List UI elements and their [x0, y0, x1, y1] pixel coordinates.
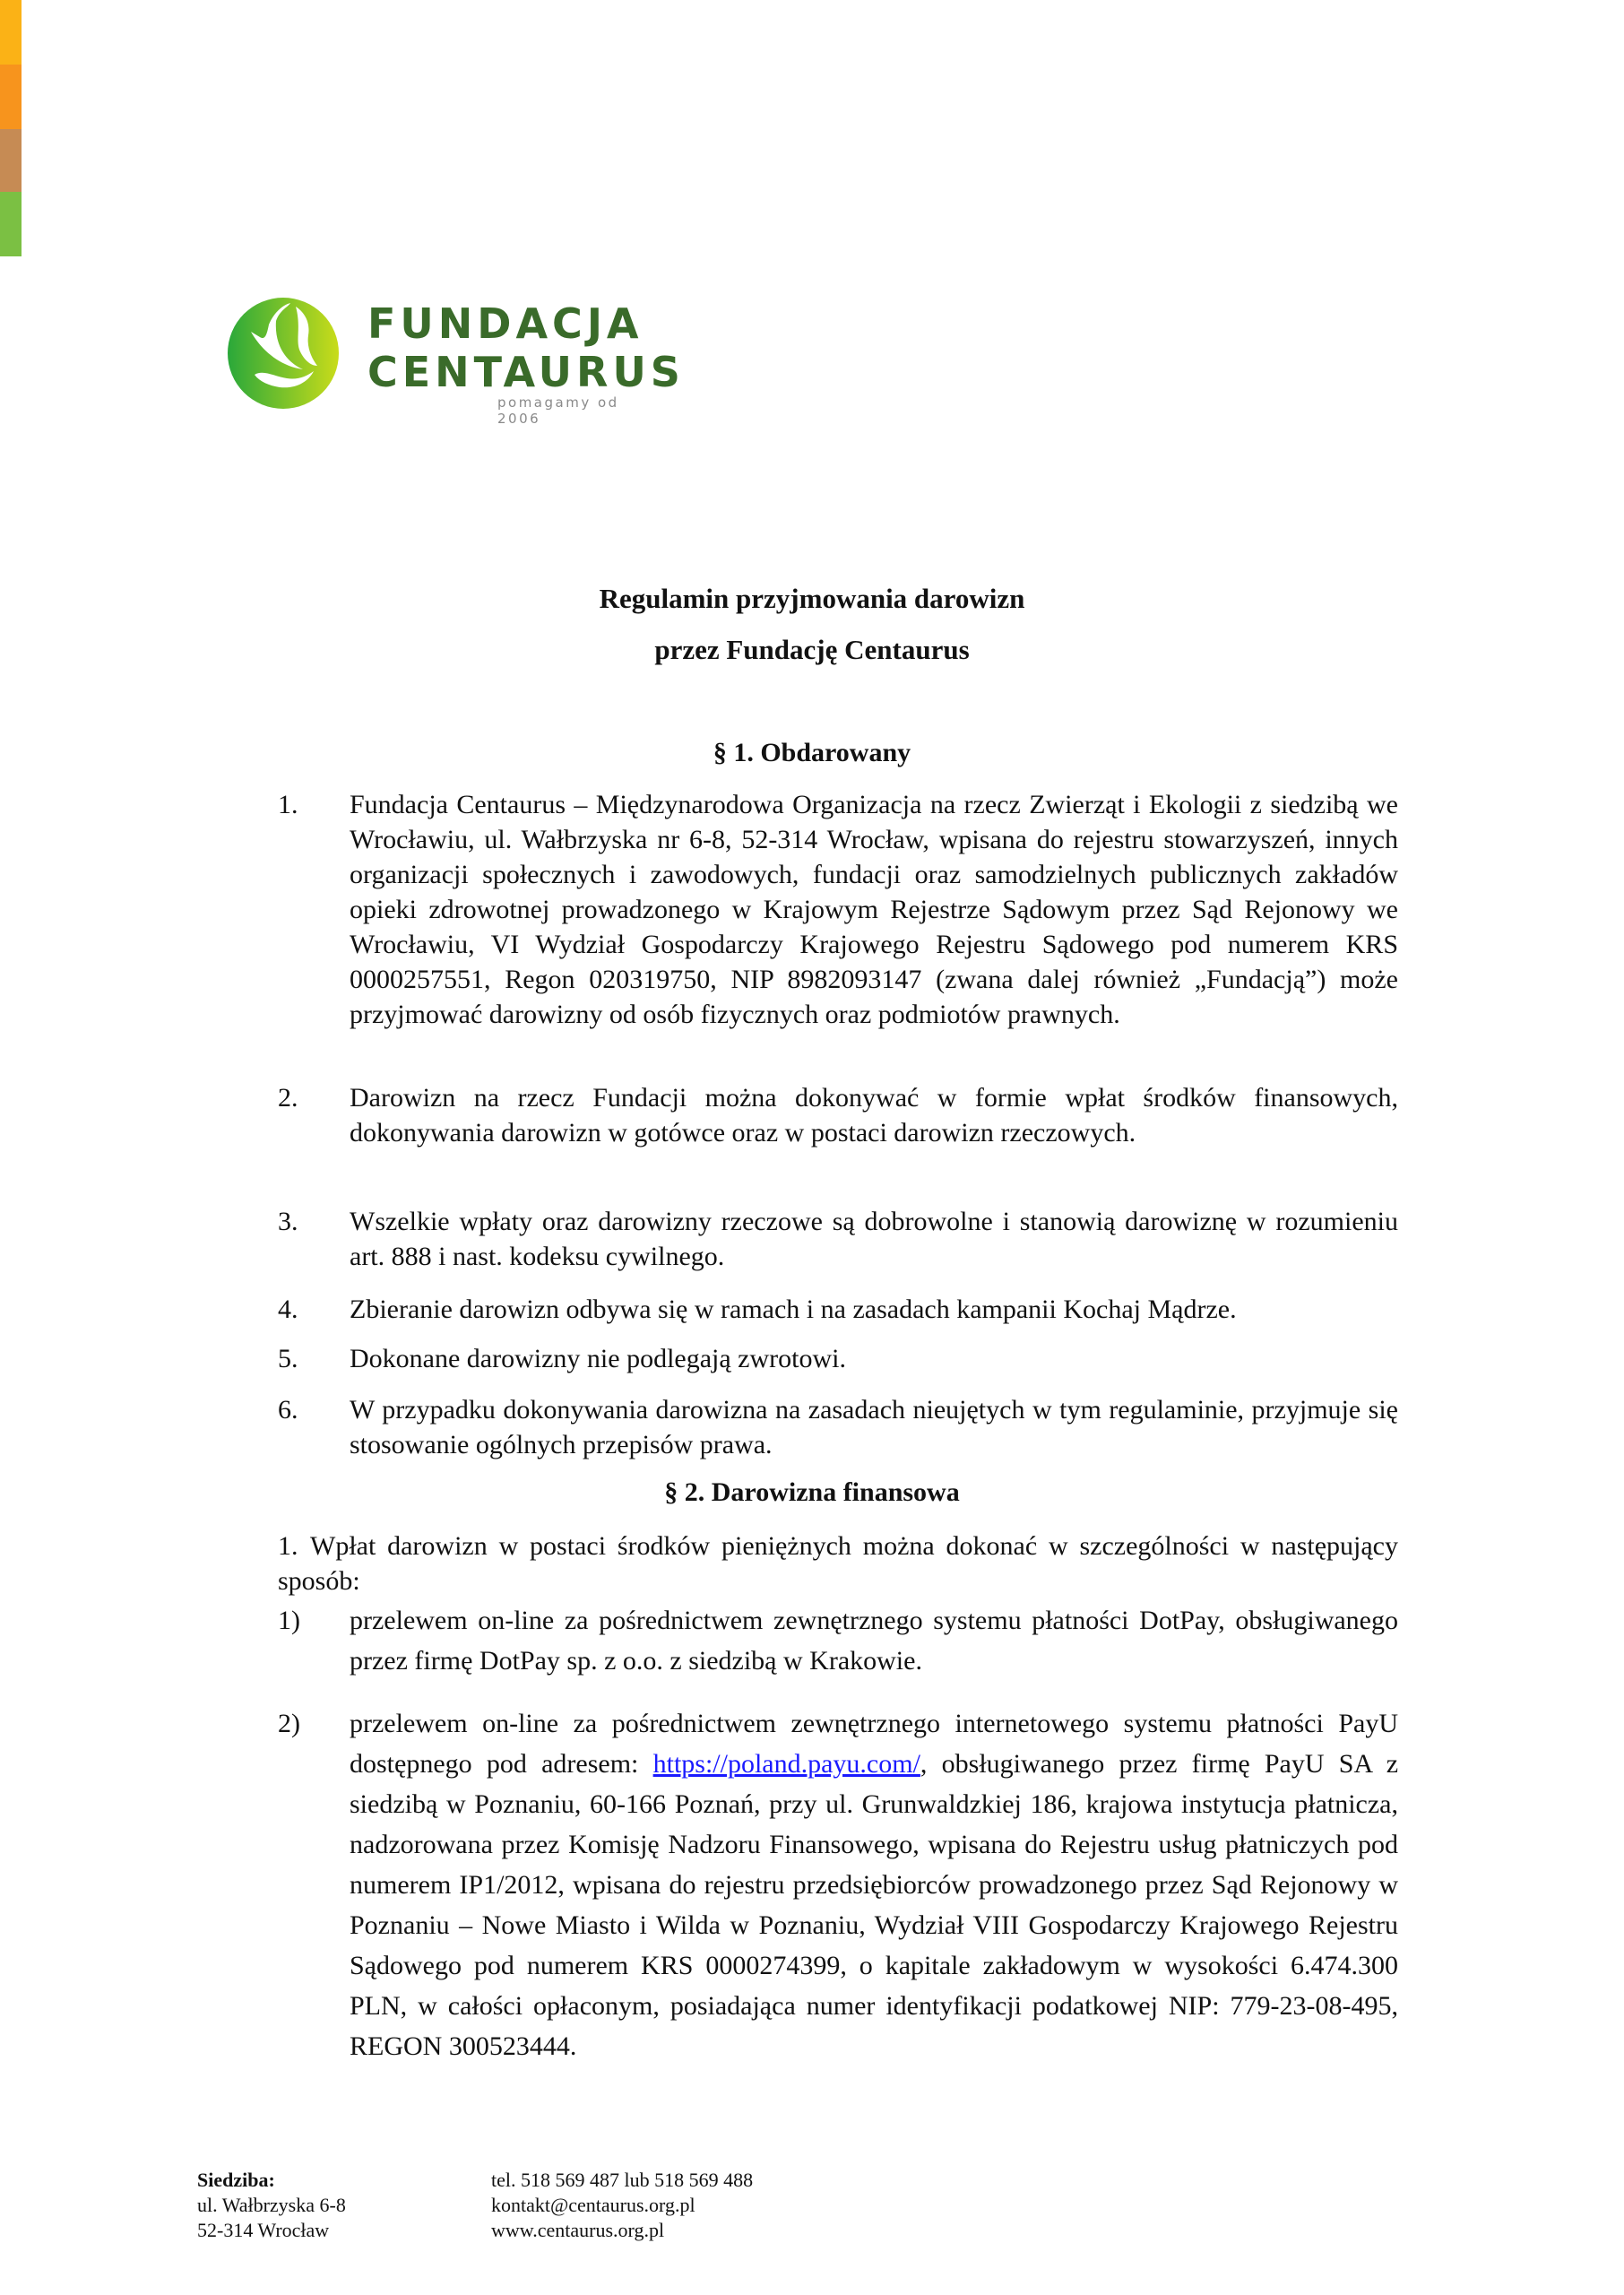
foundation-logo	[224, 294, 685, 427]
document-title: Regulamin przyjmowania darowizn	[599, 583, 1025, 614]
footer-website[interactable]: www.centaurus.org.pl	[491, 2219, 665, 2241]
item-number: 1.	[278, 790, 298, 819]
item-number: 2.	[278, 1083, 298, 1113]
list-item	[278, 1392, 1398, 1462]
item-number: 3.	[278, 1207, 298, 1236]
item-number: 1.	[278, 1531, 298, 1561]
logo-tagline: pomagamy od 2006	[497, 394, 619, 427]
list-item	[278, 1341, 1398, 1376]
list-item	[278, 1080, 1398, 1150]
item-text: Wpłat darowizn w postaci środków pieniężnych można dokonać w szczególności w następujący sposób:	[278, 1531, 1398, 1596]
item-text: W przypadku dokonywania darowizna na zasadach nieujętych w tym regulaminie, przyjmuje się stosowanie ogólnych przepisów prawa.	[350, 1395, 1398, 1459]
stripe-yellow	[0, 0, 22, 65]
stripe-orange	[0, 65, 22, 129]
payu-link[interactable]: https://poland.payu.com/	[652, 1749, 920, 1779]
item-text: Zbieranie darowizn odbywa się w ramach i na zasadach kampanii Kochaj Mądrze.	[350, 1295, 1237, 1324]
list-item	[278, 1292, 1398, 1327]
item-text: Dokonane darowizny nie podlegają zwrotowi.	[350, 1344, 846, 1373]
document-subtitle: przez Fundację Centaurus	[654, 634, 970, 665]
item-text: Wszelkie wpłaty oraz darowizny rzeczowe są dobrowolne i stanowią darowiznę w rozumieniu art. 888 i nast. kodeksu cywilnego.	[350, 1207, 1398, 1271]
stripe-brown	[0, 129, 22, 192]
footer-address-label: Siedziba:	[197, 2169, 275, 2191]
stripe-green	[0, 192, 22, 256]
animals-emblem-icon	[224, 294, 342, 412]
logo-line2: CENTAURUS	[367, 348, 685, 396]
footer-address	[197, 2168, 346, 2243]
item-number: 6.	[278, 1395, 298, 1425]
list-item	[278, 1204, 1398, 1274]
logo-wordmark	[367, 299, 685, 396]
list-item	[278, 787, 1398, 1032]
footer-email[interactable]: kontakt@centaurus.org.pl	[491, 2194, 695, 2216]
item-text: Fundacja Centaurus – Międzynarodowa Organizacja na rzecz Zwierząt i Ekologii z siedzibą we Wrocławiu, ul. Wałbrzyska nr 6-8, 52-314 Wrocław, wpisana do rejestru stowarzyszeń, innych organizacji społecznych i zawodowych, fundacji oraz samodzielnych publicznych zakładów opieki zdrowotnej prowadzonego w Krajowym Rejestrze Sądowym przez Sąd Rejonowy we Wrocławiu, VI Wydział Gospodarczy Krajowego Rejestru Sądowego pod numerem KRS 0000257551, Regon 020319750, NIP 8982093147 (zwana dalej również „Fundacją”) może przyjmować darowizny od osób fizycznych oraz podmiotów prawnych.	[350, 790, 1398, 1029]
section-2-heading: § 2. Darowizna finansowa	[664, 1477, 960, 1507]
item-number: 5.	[278, 1344, 298, 1373]
item-number: 4.	[278, 1295, 298, 1324]
item-text: przelewem on-line za pośrednictwem zewnętrznego internetowego systemu płatności PayU dostępnego pod adresem: https://poland.payu.com/, obsługiwanego przez firmę PayU SA z siedzibą w Poznaniu, 60-166 Poznań, przy ul. Grunwaldzkiej 186, krajowa instytucja płatnicza, nadzorowana przez Komisję Nadzoru Finansowego, wpisana do Rejestru usług płatniczych pod numerem IP1/2012, wpisana do rejestru przedsiębiorców prowadzonego przez Sąd Rejonowy w Poznaniu – Nowe Miasto i Wilda w Poznaniu, Wydział VIII Gospodarczy Krajowego Rejestru Sądowego pod numerem KRS 0000274399, o kapitale zakładowym w wysokości 6.474.300 PLN, w całości opłaconym, posiadająca numer identyfikacji podatkowej NIP: 779-23-08-495, REGON 300523444.	[350, 1709, 1399, 2061]
item-number: 2)	[278, 1709, 300, 1738]
section-2-intro	[278, 1529, 1398, 1598]
footer-phone: tel. 518 569 487 lub 518 569 488	[491, 2169, 754, 2191]
payment-method-payu	[278, 1703, 1398, 2066]
footer-city: 52-314 Wrocław	[197, 2219, 330, 2241]
payment-method-dotpay	[278, 1600, 1398, 1681]
item-number: 1)	[278, 1606, 300, 1635]
footer-contact	[491, 2168, 753, 2243]
section-1-heading: § 1. Obdarowany	[713, 738, 911, 767]
item-text: Darowizn na rzecz Fundacji można dokonywać w formie wpłat środków finansowych, dokonywania darowizn w gotówce oraz w postaci darowizn rzeczowych.	[350, 1083, 1398, 1148]
logo-line1: FUNDACJA	[367, 299, 644, 348]
item-text: przelewem on-line za pośrednictwem zewnętrznego systemu płatności DotPay, obsługiwanego przez firmę DotPay sp. z o.o. z siedzibą w Krakowie.	[350, 1606, 1398, 1676]
footer-street: ul. Wałbrzyska 6-8	[197, 2194, 346, 2216]
